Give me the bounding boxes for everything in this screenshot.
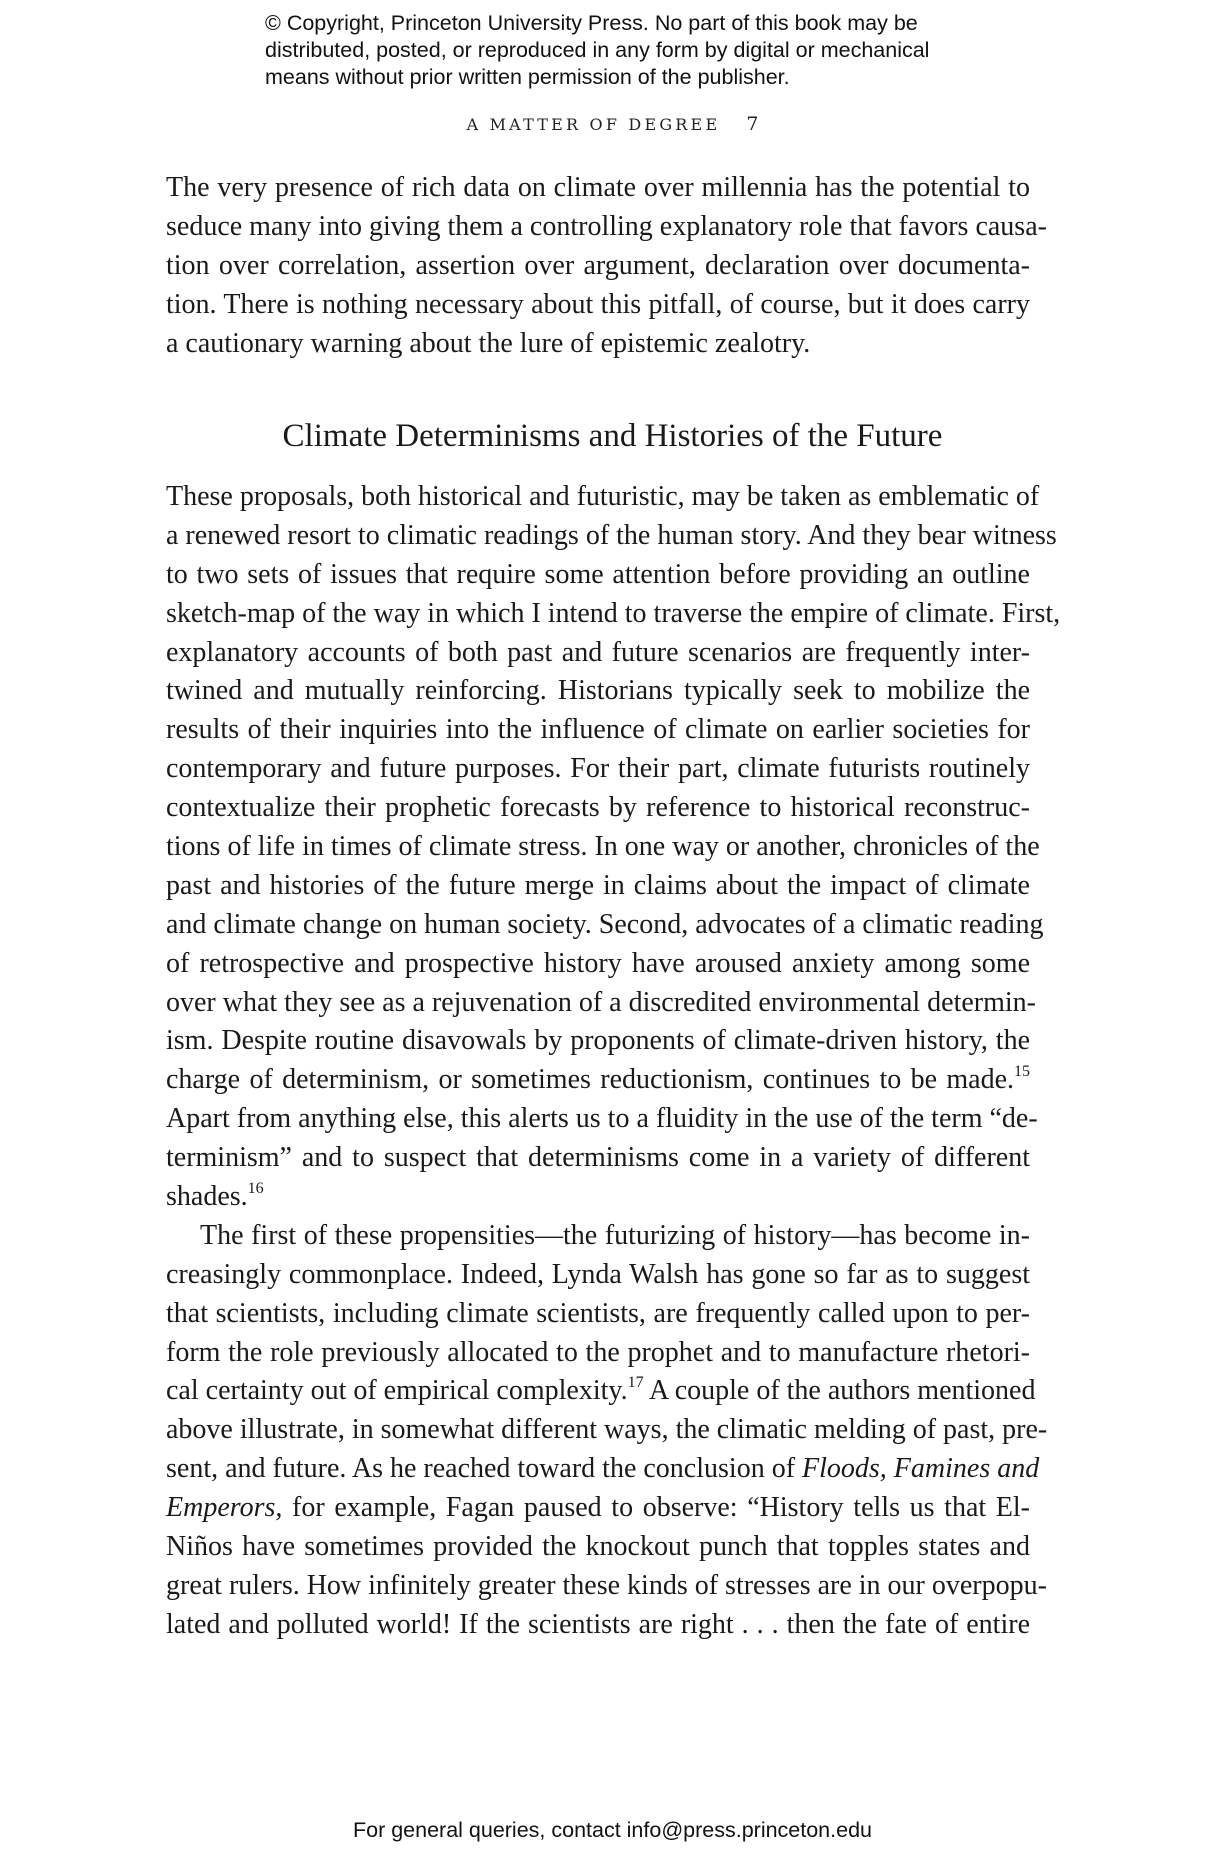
running-head-title: A MATTER OF DEGREE	[466, 115, 721, 134]
book-title-italic: Emperors,	[166, 1492, 283, 1524]
page-number: 7	[746, 113, 759, 135]
text-line: and climate change on human society. Second, advocates of a climatic reading	[166, 908, 1044, 940]
text-line: of retrospective and prospective history have aroused anxiety among some	[166, 947, 1030, 979]
text-segment: for example, Fagan paused to observe: “History tells us that El-	[282, 1492, 1030, 1524]
text-line: explanatory accounts of both past and future scenarios are frequently inter-	[166, 636, 1030, 668]
footer-contact: For general queries, contact info@press.princeton.edu	[352, 1818, 872, 1842]
text-line: past and histories of the future merge in claims about the impact of climate	[166, 869, 1030, 901]
paragraph-1	[166, 169, 1047, 363]
text-segment: shades.	[166, 1181, 248, 1213]
text-segment: charge of determinism, or sometimes reductionism, continues to be made.	[166, 1064, 1014, 1096]
text-line: to two sets of issues that require some attention before providing an outline	[166, 558, 1030, 590]
text-line	[166, 1489, 1030, 1528]
text-line: The first of these propensities—the futurizing of history—has become in-	[200, 1219, 1030, 1251]
paragraph-2	[166, 478, 1061, 1217]
copyright-notice	[265, 10, 1025, 91]
text-line	[166, 1372, 1036, 1411]
text-line: a renewed resort to climatic readings of the human story. And they bear witness	[166, 519, 1057, 551]
text-line: sketch-map of the way in which I intend to traverse the empire of climate. First,	[166, 597, 1061, 629]
text-line	[166, 1450, 1040, 1489]
text-line: ism. Despite routine disavowals by proponents of climate-driven history, the	[166, 1025, 1030, 1057]
text-line: lated and polluted world! If the scientists are right . . . then the fate of entire	[166, 1608, 1030, 1640]
text-line: creasingly commonplace. Indeed, Lynda Walsh has gone so far as to suggest	[166, 1258, 1030, 1290]
copyright-line: distributed, posted, or reproduced in any form by digital or mechanical	[265, 38, 930, 62]
text-line: contextualize their prophetic forecasts by reference to historical reconstruc-	[166, 792, 1030, 824]
running-head	[0, 113, 1225, 135]
text-line: results of their inquiries into the influence of climate on earlier societies for	[166, 714, 1030, 746]
text-line: The very presence of rich data on climate over millennia has the potential to	[166, 172, 1030, 203]
text-segment: sent, and future. As he reached toward the conclusion of	[166, 1453, 803, 1485]
text-line: twined and mutually reinforcing. Historians typically seek to mobilize the	[166, 675, 1030, 707]
book-title-italic: Floods, Famines and	[802, 1453, 1040, 1485]
text-line: form the role previously allocated to the prophet and to manufacture rhetori-	[166, 1336, 1030, 1368]
copyright-line: means without prior written permission of the publisher.	[265, 65, 790, 89]
text-line: These proposals, both historical and futuristic, may be taken as emblematic of	[166, 481, 1040, 512]
copyright-line: © Copyright, Princeton University Press. No part of this book may be	[265, 11, 918, 35]
text-line: great rulers. How infinitely greater these kinds of stresses are in our overpopu-	[166, 1569, 1047, 1601]
text-line: a cautionary warning about the lure of epistemic zealotry.	[166, 327, 811, 359]
text-segment: A couple of the authors mentioned	[643, 1375, 1036, 1407]
text-line: Apart from anything else, this alerts us to a fluidity in the use of the term “de-	[166, 1103, 1038, 1135]
footnote-ref-16[interactable]: 16	[247, 1180, 264, 1198]
text-line: Niños have sometimes provided the knockout punch that topples states and	[166, 1531, 1030, 1563]
text-line	[166, 1178, 1030, 1217]
text-line: above illustrate, in somewhat different ways, the climatic melding of past, pre-	[166, 1414, 1048, 1446]
text-line: over what they see as a rejuvenation of a discredited environmental determin-	[166, 986, 1036, 1018]
text-line: that scientists, including climate scientists, are frequently called upon to per-	[166, 1297, 1030, 1329]
body-text	[166, 478, 1061, 1645]
text-segment: cal certainty out of empirical complexity.	[166, 1375, 628, 1407]
text-line: terminism” and to suspect that determinisms come in a variety of different	[166, 1142, 1030, 1174]
section-heading: Climate Determinisms and Histories of the Future	[282, 418, 943, 454]
text-line: seduce many into giving them a controlling explanatory role that favors causa-	[166, 210, 1047, 242]
footnote-ref-17[interactable]: 17	[627, 1374, 644, 1392]
text-line: tion. There is nothing necessary about this pitfall, of course, but it does carry	[166, 288, 1030, 320]
text-line: tion over correlation, assertion over argument, declaration over documenta-	[166, 249, 1030, 281]
paragraph-3	[166, 1217, 1048, 1645]
footnote-ref-15[interactable]: 15	[1014, 1063, 1030, 1081]
text-line: contemporary and future purposes. For their part, climate futurists routinely	[166, 753, 1030, 785]
text-line	[166, 1061, 1030, 1100]
text-line: tions of life in times of climate stress. In one way or another, chronicles of the	[166, 831, 1040, 863]
